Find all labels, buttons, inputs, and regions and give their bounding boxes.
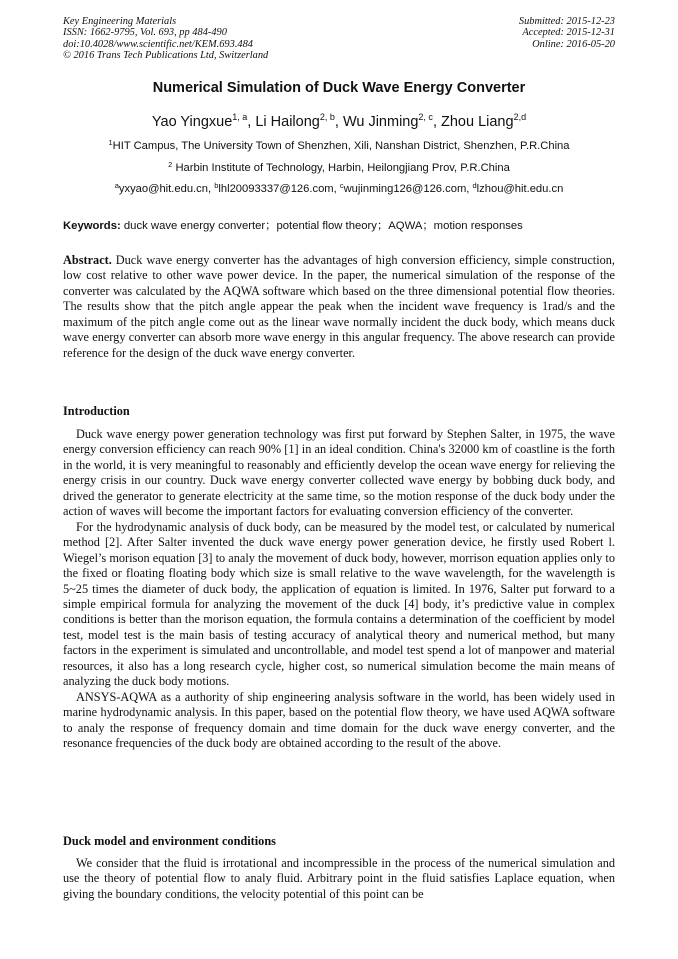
keywords-text: duck wave energy converter；potential flow theory；AQWA；motion responses — [120, 220, 523, 232]
copyright: © 2016 Trans Tech Publications Ltd, Switzerland — [63, 50, 269, 62]
paragraph: ANSYS-AQWA as a authority of ship engineering analysis software in the world, has been widely used in marine hydrodynamic analysis. In this paper, based on the potential flow theory, we have used AQWA software to analy the response of frequency domain and time domain for the duck wave energy converter, and the resonance frequencies of the duck body are obtained according to the result of the above. — [63, 689, 615, 751]
author-name: Yao Yingxue — [151, 114, 233, 130]
submitted-date: Submitted: 2015-12-23 — [518, 16, 615, 27]
page-header — [63, 16, 615, 68]
issn-volume: ISSN: 1662-9795, Vol. 693, pp 484-490 — [63, 27, 227, 39]
paper-title: Numerical Simulation of Duck Wave Energy Converter — [152, 80, 526, 96]
author-sup: 1, a — [232, 112, 248, 122]
author-list: Yao Yingxue$^{1, a}$, Li Hailong$^{2, b}$, Wu Jinming$^{2, c}$, Zhou Liang$^{2,d}$ — [151, 112, 527, 130]
email-sup: b — [214, 181, 219, 190]
accepted-date: Accepted: 2015-12-31 — [522, 27, 615, 39]
author-name: Li Hailong — [255, 114, 320, 130]
paragraph: For the hydrodynamic analysis of duck body, can be measured by the model test, or calculated by numerical method [2]. After Salter invented the duck wave energy power generation device, he firstly used Robert l. Wiegel’s morison equation [3] to analy the movement of duck body, however, morrison equation applies only to the fixed or floating floating body which size is small relative to the wave wavelength, for the wavelength is 5~25 times the diameter of duck body, the application of equation is limited. In 1976, Salter put forward to a simple empirical formula for analyzing the movement of the duck [4] body, it’s predictive value in complex conditions is better than the morison equation, the formula contains a determination of the coefficient by model test, model test is the main basis of testing accuracy of analytical theory and numerical method, but many factors in the experiment is simulated and uncontrollable, and model test spend a lot of manpower and material resources, it also has a long research cycle, higher cost, so numerical simulation become the main means of analyzing the duck body motions. — [63, 519, 615, 689]
affiliation-2 — [0, 160, 678, 174]
email-link[interactable]: lhl20093337@126.com — [218, 183, 334, 195]
author-emails: $^a$yxyao@hit.edu.cn, $^b$lhl20093337@126.com, $^c$wujinming126@126.com, $^d$lzhou@hit.edu.cn — [114, 181, 564, 195]
paragraph: Duck wave energy power generation technology was first put forward by Stephen Salter, in 1975, the wave energy conversion efficiency can reach 90% [1] in an ideal condition. China's 32000 km of coastline is the forth in the world, it is very meaningful to reasonably and efficiently develop the ocean wave energy for relieving the energy crisis in our country. Duck wave energy converter collected wave energy by bobbing duck body, and drived the generator to generate electricity at the same time, so the motion response of the duck body under the action of waves will become the important factors for evaluating conversion efficiency of the converter. — [63, 427, 615, 519]
doi: doi:10.4028/www.scientific.net/KEM.693.484 — [63, 38, 253, 50]
author-sup: 2, b — [319, 112, 335, 122]
section-heading-duck-model: Duck model and environment conditions — [63, 834, 276, 848]
author-name: Wu Jinming — [342, 114, 419, 130]
introduction-section — [63, 427, 615, 752]
email-sup: c — [339, 181, 344, 190]
aff-text: Harbin Institute of Technology, Harbin, Heilongjiang Prov, P.R.China — [172, 162, 510, 174]
section-heading-introduction: Introduction — [63, 404, 130, 418]
abstract — [63, 253, 615, 361]
author-sup: 2, c — [418, 112, 433, 122]
aff-sup: 2 — [168, 160, 173, 169]
journal-info — [63, 16, 268, 62]
email-sup: a — [114, 181, 119, 190]
affiliation-1 — [0, 138, 678, 152]
email-link[interactable]: yxyao@hit.edu.cn — [118, 183, 208, 195]
paragraph: We consider that the fluid is irrotational and incompressible in the process of the numerical simulation and use the theory of potential flow to analy fluid. Arbitrary point in the fluid satisfies Laplace equation, when giving the boundary conditions, the velocity potential of this point can be — [63, 856, 615, 901]
keywords — [63, 217, 615, 233]
online-date: Online: 2016-05-20 — [532, 38, 615, 50]
abstract-text: Duck wave energy converter has the advantages of high conversion efficiency, simple construction, low cost relative to other wave power device. In the paper, the numerical simulation of the response of the converter was calculated by the AQWA software which based on the three dimensional potential flow theories. The results show that the pitch angle appear the peak when the incident wave frequency is 1rad/s and the maximum of the pitch angle come out as the linear wave normally incident the duck body, which means duck wave energy converter can absorb more wave energy in this angular frequency. The above research can provide reference for the design of the duck wave energy converter. — [63, 253, 615, 360]
journal-name: Key Engineering Materials — [63, 16, 177, 27]
abstract-label: Abstract. — [63, 253, 112, 267]
keywords-label: Keywords: — [63, 220, 121, 232]
duck-model-section — [63, 856, 615, 902]
email-link[interactable]: lzhou@hit.edu.cn — [476, 183, 564, 195]
email-link[interactable]: wujinming126@126.com — [343, 183, 467, 195]
author-name: Zhou Liang — [441, 114, 514, 130]
aff-sup: 1 — [108, 138, 113, 147]
email-sup: d — [472, 181, 477, 190]
author-sup: 2,d — [513, 112, 527, 122]
publication-dates — [519, 16, 615, 50]
aff-text: HIT Campus, The University Town of Shenzhen, Xili, Nanshan District, Shenzhen, P.R.China — [112, 140, 570, 152]
